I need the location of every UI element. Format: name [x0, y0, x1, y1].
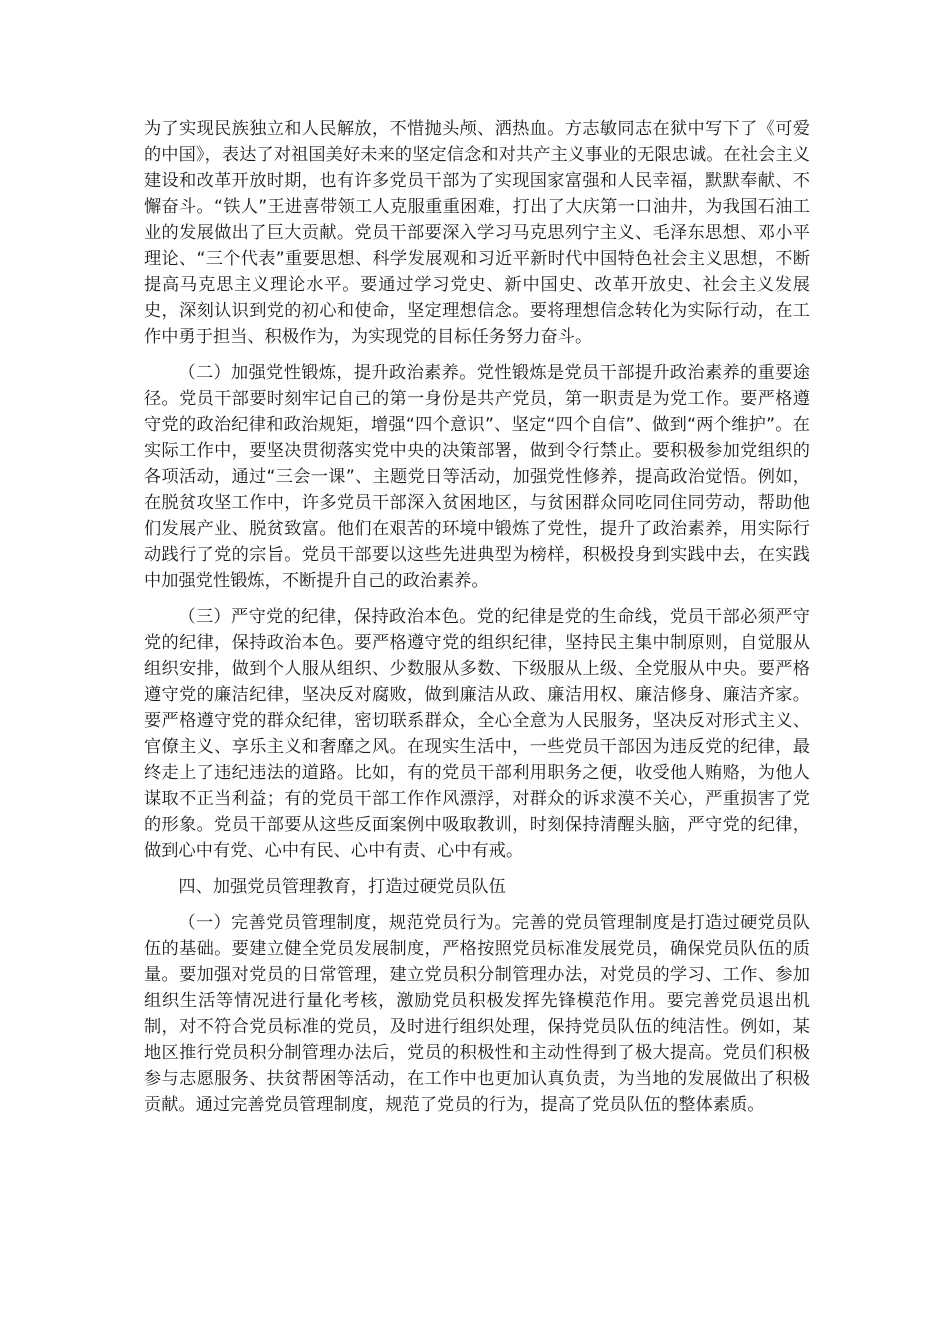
- paragraph-section-2: （二）加强党性锻炼，提升政治素养。党性锻炼是党员干部提升政治素养的重要途径。党员干部要时刻牢记自己的第一身份是共产党员，第一职责是为党工作。要严格遵守党的政治纪律和政治规矩，增强“四个意识”、坚定“四个自信”、做到“两个维护”。在实际工作中，要坚决贯彻落实党中央的决策部署，做到令行禁止。要积极参加党组织的各项活动，通过“三会一课”、主题党日等活动，加强党性修养，提高政治觉悟。例如，在脱贫攻坚工作中，许多党员干部深入贫困地区，与贫困群众同吃同住同劳动，帮助他们发展产业、脱贫致富。他们在艰苦的环境中锻炼了党性，提升了政治素养，用实际行动践行了党的宗旨。党员干部要以这些先进典型为榜样，积极投身到实践中去，在实践中加强党性锻炼，不断提升自己的政治素养。: [144, 363, 810, 591]
- section-heading-4: 四、加强党员管理教育，打造过硬党员队伍: [178, 877, 506, 897]
- paragraph-section-4-1: （一）完善党员管理制度，规范党员行为。完善的党员管理制度是打造过硬党员队伍的基础。要建立健全党员发展制度，严格按照党员标准发展党员，确保党员队伍的质量。要加强对党员的日常管理，建立党员积分制管理办法，对党员的学习、工作、参加组织生活等情况进行量化考核，激励党员积极发挥先锋模范作用。要完善党员退出机制，对不符合党员标准的党员，及时进行组织处理，保持党员队伍的纯洁性。例如，某地区推行党员积分制管理办法后，党员的积极性和主动性得到了极大提高。党员们积极参与志愿服务、扶贫帮困等活动，在工作中也更加认真负责，为当地的发展做出了积极贡献。通过完善党员管理制度，规范了党员的行为，提高了党员队伍的整体素质。: [144, 913, 810, 1115]
- paragraph-section-3: （三）严守党的纪律，保持政治本色。党的纪律是党的生命线，党员干部必须严守党的纪律，保持政治本色。要严格遵守党的组织纪律，坚持民主集中制原则，自觉服从组织安排，做到个人服从组织、少数服从多数、下级服从上级、全党服从中央。要严格遵守党的廉洁纪律，坚决反对腐败，做到廉洁从政、廉洁用权、廉洁修身、廉洁齐家。要严格遵守党的群众纪律，密切联系群众，全心全意为人民服务，坚决反对形式主义、官僚主义、享乐主义和奢靡之风。在现实生活中，一些党员干部因为违反党的纪律，最终走上了违纪违法的道路。比如，有的党员干部利用职务之便，收受他人贿赂，为他人谋取不正当利益；有的党员干部工作作风漂浮，对群众的诉求漠不关心，严重损害了党的形象。党员干部要从这些反面案例中吸取教训，时刻保持清醒头脑，严守党的纪律，做到心中有党、心中有民、心中有责、心中有戒。: [144, 607, 810, 861]
- document-page: [144, 116, 810, 1128]
- paragraph-continuation: 为了实现民族独立和人民解放，不惜抛头颅、洒热血。方志敏同志在狱中写下了《可爱的中国》，表达了对祖国美好未来的坚定信念和对共产主义事业的无限忠诚。在社会主义建设和改革开放时期，也有许多党员干部为了实现国家富强和人民幸福，默默奉献、不懈奋斗。“铁人”王进喜带领工人克服重重困难，打出了大庆第一口油井，为我国石油工业的发展做出了巨大贡献。党员干部要深入学习马克思列宁主义、毛泽东思想、邓小平理论、“三个代表”重要思想、科学发展观和习近平新时代中国特色社会主义思想，不断提高马克思主义理论水平。要通过学习党史、新中国史、改革开放史、社会主义发展史，深刻认识到党的初心和使命，坚定理想信念。要将理想信念转化为实际行动，在工作中勇于担当、积极作为，为实现党的目标任务努力奋斗。: [144, 119, 810, 347]
